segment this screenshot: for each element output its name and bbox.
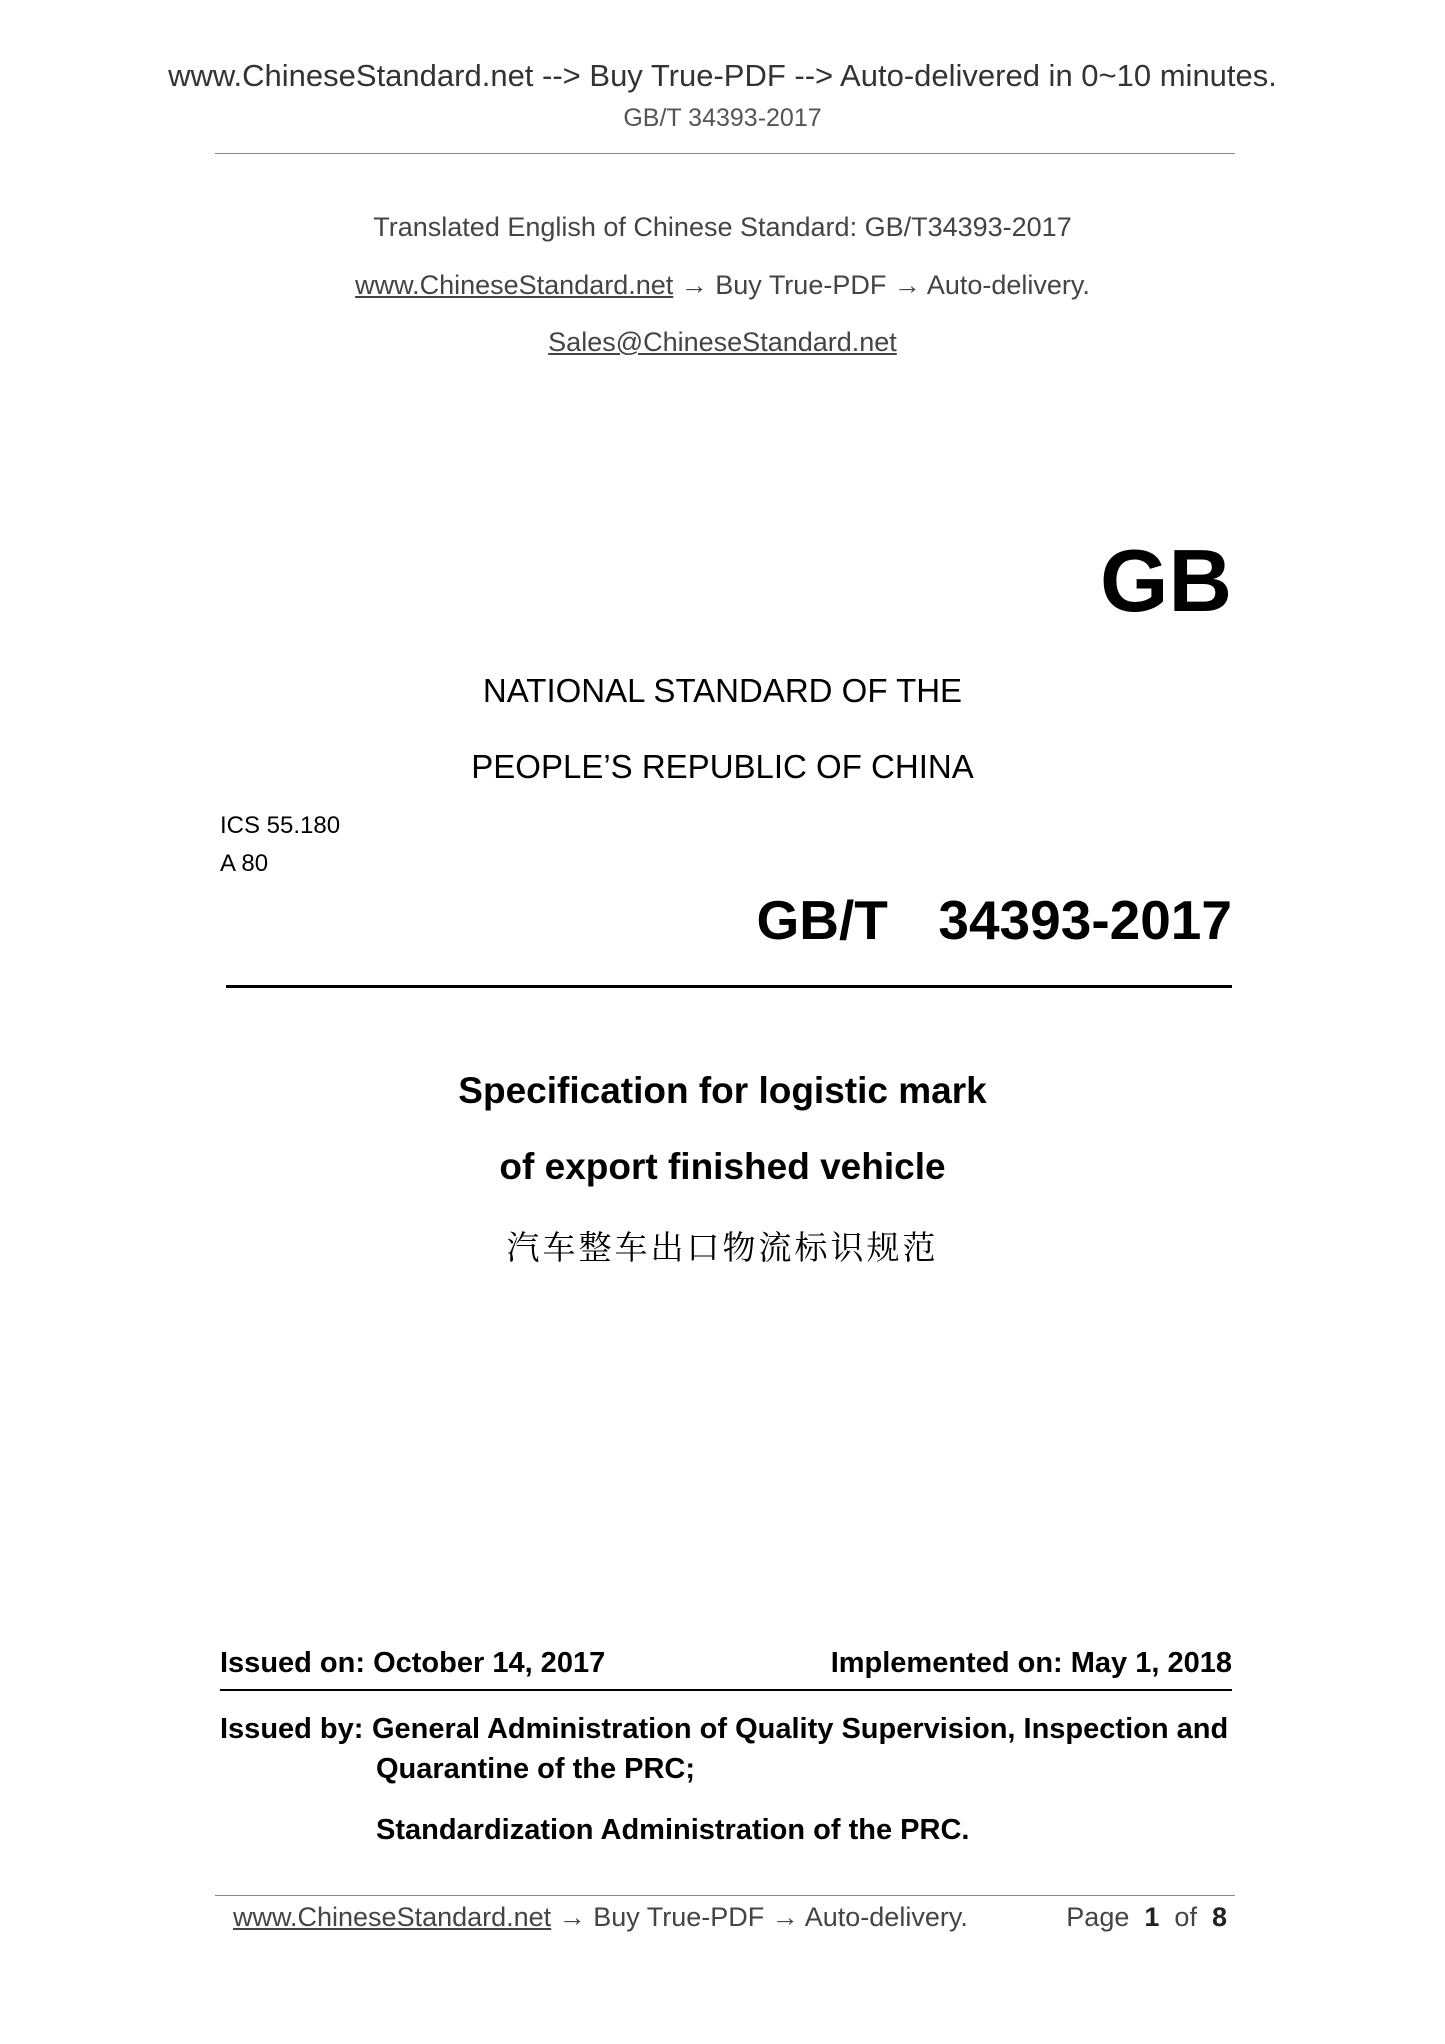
page-label: Page — [1066, 1902, 1130, 1932]
footer-auto-delivery-text: Auto-delivery. — [798, 1902, 968, 1932]
footer-buy-text: Buy True-PDF — [585, 1902, 772, 1932]
arrow-icon: → — [558, 1902, 586, 1932]
top-banner: www.ChineseStandard.net --> Buy True-PDF --> Auto-delivered in 0~10 minutes. — [168, 58, 1277, 93]
page-indicator — [1066, 1902, 1227, 1933]
sales-email-line — [0, 327, 1445, 358]
issuer2: Standardization Administration of the PRC. — [376, 1814, 970, 1846]
header-standard-code: GB/T 34393-2017 — [623, 104, 822, 132]
classification-code: A 80 — [220, 850, 269, 877]
of-label: of — [1174, 1902, 1197, 1932]
sales-email-link[interactable]: Sales@ChineseStandard.net — [548, 327, 897, 357]
title-chinese: 汽车整车出口物流标识规范 — [506, 1228, 939, 1267]
title-line1: Specification for logistic mark — [458, 1070, 987, 1111]
ics-code: ICS 55.180 — [220, 812, 341, 839]
arrow-icon: → — [771, 1902, 799, 1932]
page-number: 1 — [1144, 1902, 1160, 1932]
auto-delivery-text: Auto-delivery. — [920, 270, 1090, 300]
implemented-on-date: Implemented on: May 1, 2018 — [830, 1647, 1232, 1679]
issued-on-date: Issued on: October 14, 2017 — [220, 1647, 606, 1679]
total-pages: 8 — [1211, 1902, 1227, 1932]
footer-divider — [215, 1895, 1235, 1896]
issuer1-line1: General Administration of Quality Supervision, Inspection and — [372, 1713, 1229, 1745]
gb-mark: GB — [1100, 531, 1232, 630]
purchase-line — [0, 270, 1445, 301]
issue-divider — [220, 1689, 1232, 1691]
header-divider — [215, 153, 1235, 154]
translated-notice: Translated English of Chinese Standard: GB/T34393-2017 — [373, 212, 1072, 242]
national-standard-line2: PEOPLE’S REPUBLIC OF CHINA — [471, 748, 974, 785]
issued-by-label: Issued by: — [220, 1713, 364, 1745]
issuer1-line2: Quarantine of the PRC; — [376, 1753, 696, 1785]
footer-site-link[interactable]: www.ChineseStandard.net — [233, 1902, 552, 1932]
arrow-icon: → — [680, 270, 708, 300]
buy-text: Buy True-PDF — [707, 270, 894, 300]
title-divider — [226, 985, 1232, 988]
standard-number: GB/T 34393-2017 — [756, 889, 1232, 951]
title-line2: of export finished vehicle — [499, 1146, 946, 1187]
national-standard-line1: NATIONAL STANDARD OF THE — [482, 672, 963, 709]
site-link[interactable]: www.ChineseStandard.net — [355, 270, 674, 300]
arrow-icon: → — [893, 270, 921, 300]
footer-purchase-line — [233, 1902, 968, 1933]
